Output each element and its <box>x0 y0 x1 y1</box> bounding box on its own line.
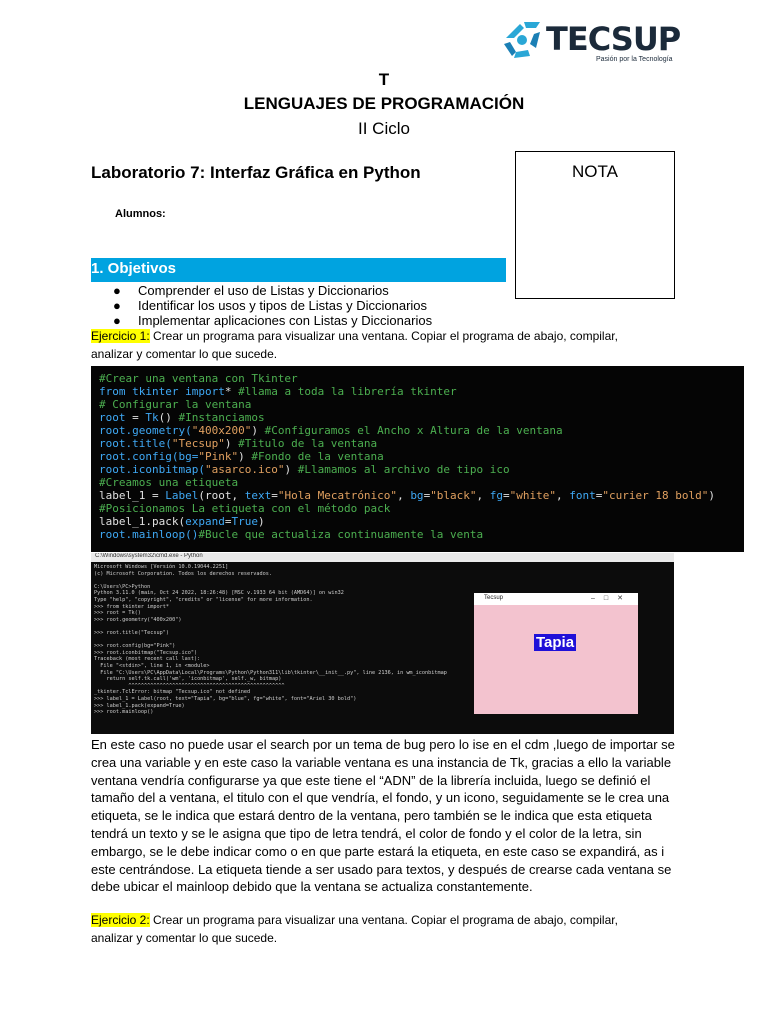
code-line: root = Tk() #Instanciamos <box>99 411 265 424</box>
console-line: Microsoft Windows [Versión 10.0.19044.2251] <box>94 564 229 570</box>
code-line: root.iconbitmap("asarco.ico") #Llamamos al archivo de tipo ico <box>99 463 510 476</box>
console-line: File "<stdin>", line 1, in <module> <box>94 663 210 669</box>
console-titlebar <box>91 553 674 562</box>
code-line: #Posicionamos La etiqueta con el método pack <box>99 502 391 515</box>
console-line: _tkinter.TclError: bitmap "Tecsup.ico" not defined <box>94 689 251 696</box>
cycle-label: II Ciclo <box>358 119 410 138</box>
console-line: >>> root = Tk() <box>94 610 141 617</box>
code-line: root.mainloop()#Bucle que actualiza continuamente la venta <box>99 528 484 541</box>
console-line: Traceback (most recent call last): <box>94 656 201 663</box>
explanation-paragraph: En este caso no puede usar el search por un tema de bug pero lo ise en el cdm ,luego de importar se crea una variable y en este caso la variable ventana es una instancia de Tk, gracias a ello la variable ventana vendría configurarse ya que este tiene el “ADN” de la librería incluida, luego se definió el tamaño del a ventana, el titulo con el que vendría, el fondo, y un icono, seguidamente se le crea una etiqueta, se le indica que estará dentro de la ventana, pero también se le indica que esta etiqueta tendrá un texto y se le asigna que tipo de letra tendrá, el color de fondo y el color de la letra, sin embargo, se le debe indicar como o en que parte estará la etiqueta, en este caso se expandirá, as i este centrándose. La etiqueta tiende a ser usado para textos, y después de crearse cada ventana se debe ubicar el mainloop debido que la ventana se actualiza constantemente. <box>91 737 675 895</box>
exercise1-label: Ejercicio 1: <box>91 329 150 343</box>
lab-title: Laboratorio 7: Interfaz Gráfica en Python <box>91 163 421 182</box>
window-controls-icon: –□✕ <box>591 595 632 602</box>
tk-window-title: Tecsup <box>484 595 504 601</box>
exercise1-text: Ejercicio 1: Crear un programa para visualizar una ventana. Copiar el programa de abajo, compilar, analizar y comentar lo que sucede. <box>91 329 618 361</box>
code-line: #Crear una ventana con Tkinter <box>99 372 298 385</box>
nota-box <box>515 151 675 299</box>
logo-tagline: Pasión por la Tecnología <box>596 56 673 63</box>
code-line: # Configurar la ventana <box>99 398 252 411</box>
tk-label: Tapia <box>536 634 575 651</box>
tk-window <box>474 593 638 714</box>
nota-label: NOTA <box>572 162 618 181</box>
students-label: Alumnos: <box>115 208 166 220</box>
console-line: ^^^^^^^^^^^^^^^^^^^^^^^^^^^^^^^^^^^^^^^^^^^^^^^^^^ <box>94 682 285 689</box>
tk-window-titlebar <box>474 593 638 605</box>
console-line: return self.tk.call('wm', 'iconbitmap', self._w, bitmap) <box>94 676 282 683</box>
course-title: LENGUAJES DE PROGRAMACIÓN <box>243 94 525 113</box>
console-line: File "C:\Users\PC\AppData\Local\Programs\Python\Python311\lib\tkinter\__init__.py", line 2136, in wm_iconbitmap <box>94 669 447 676</box>
console-title: C:\Windows\system32\cmd.exe - Python <box>95 553 203 559</box>
objective-item: ● Identificar los usos y tipos de Listas y Diccionarios <box>113 298 428 313</box>
console-line: >>> root.iconbitmap("Tecsup.ico") <box>94 649 198 656</box>
code-line: root.title("Tecsup") #Titulo de la ventana <box>99 437 378 450</box>
console-line: >>> root.config(bg="Pink") <box>94 643 176 650</box>
console-line: (c) Microsoft Corporation. Todos los derechos reservados. <box>94 570 273 577</box>
objective-item: ● Comprender el uso de Listas y Diccionarios <box>113 283 389 298</box>
console-line: C:\Users\PC>Python <box>94 583 151 590</box>
code-line: root.config(bg="Pink") #Fondo de la ventana <box>99 450 384 463</box>
console-line: >>> label_1.pack(expand=True) <box>94 702 185 709</box>
console-line: >>> root.geometry("400x200") <box>94 616 182 623</box>
console-line: >>> from tkinter import* <box>94 603 169 610</box>
tecsup-logo-icon <box>500 18 546 62</box>
code-line: label_1 = Label(root, text="Hola Mecatrónico", bg="black", fg="white", font="curier 18 bold") <box>99 489 715 502</box>
code-line: label_1.pack(expand=True) <box>99 515 265 528</box>
console-line: >>> label_1 = Label(root, text="Tapia", bg="blue", fg="white", font="Ariel 30 bold") <box>94 696 357 702</box>
code-line: #Creamos una etiqueta <box>99 476 239 489</box>
exercise2-text: Ejercicio 2: Crear un programa para visualizar una ventana. Copiar el programa de abajo, compilar, analizar y comentar lo que sucede. <box>91 913 618 945</box>
logo-text: TECSUP <box>546 20 681 58</box>
console-line: >>> root.mainloop() <box>94 709 154 716</box>
code-line: from tkinter import* #llama a toda la librería tkinter <box>99 385 457 398</box>
objective-item: ● Implementar aplicaciones con Listas y Diccionarios <box>113 313 433 328</box>
code-block <box>91 366 744 552</box>
header-letter: T <box>378 70 390 89</box>
console-line: >>> root.title("Tecsup") <box>94 630 169 636</box>
exercise2-label: Ejercicio 2: <box>91 913 150 927</box>
objectives-title: 1. Objetivos <box>91 260 177 277</box>
console-line: Type "help", "copyright", "credits" or "license" for more information. <box>94 597 313 603</box>
console-line: Python 3.11.0 (main, Oct 24 2022, 18:26:48) [MSC v.1933 64 bit (AMD64)] on win32 <box>94 590 344 597</box>
code-line: root.geometry("400x200") #Configuramos el Ancho x Altura de la ventana <box>99 424 563 437</box>
